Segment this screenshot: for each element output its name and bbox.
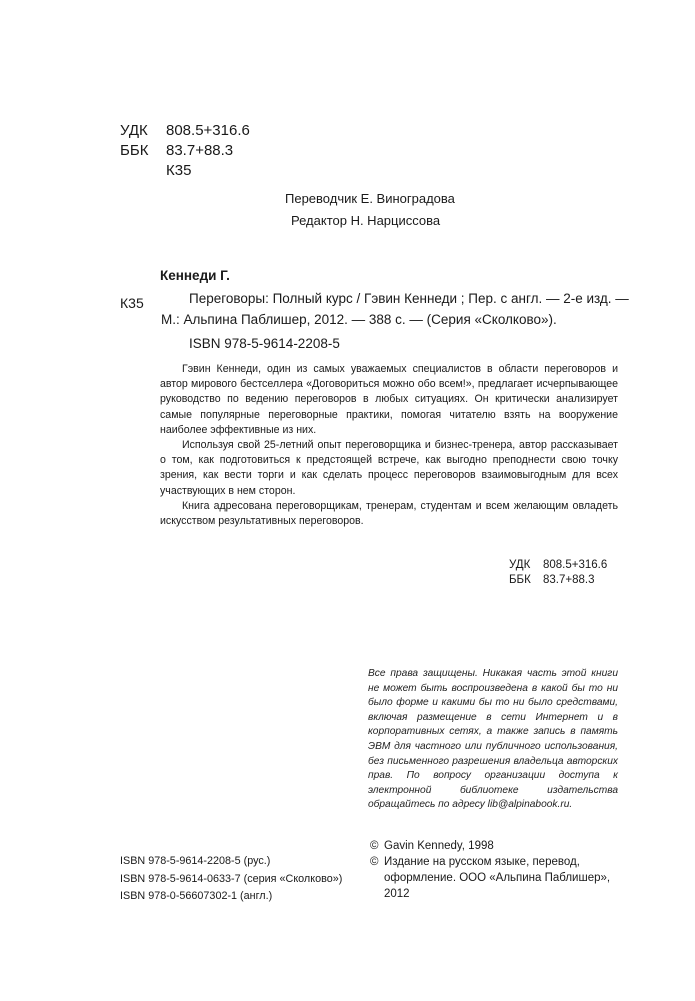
author-mark-top: К35 — [166, 162, 192, 179]
copyright-line — [370, 854, 620, 902]
isbn-item: ISBN 978-5-9614-2208-5 (рус.) — [120, 855, 271, 867]
udk-label: УДК — [509, 559, 531, 571]
annotation-paragraph: Книга адресована переговорщикам, тренерам, студентам и всем желающим овладеть искусством результативных переговоров. — [160, 499, 618, 528]
udk-value: 808.5+316.6 — [543, 559, 608, 571]
author-mark-biblio: К35 — [120, 295, 144, 311]
bottom-classification — [509, 558, 607, 588]
bbk-label: ББК — [509, 574, 531, 586]
annotation-paragraph: Гэвин Кеннеди, один из самых уважаемых специалистов в области переговоров и автор мирового бестселлера «Договориться можно обо всем!», предлагает исчерпывающее руководство по ведению переговоров в любых ситуациях. Он критически анализирует самые популярные переговорные практики, помогая читателю взять на вооружение наиболее эффективные из них. — [160, 363, 618, 436]
bbk-value: 83.7+88.3 — [166, 142, 234, 159]
translator-credit: Переводчик Е. Виноградова — [285, 191, 455, 206]
isbn-item: ISBN 978-0-56607302-1 (англ.) — [120, 890, 273, 902]
main-isbn: ISBN 978-5-9614-2208-5 — [189, 336, 340, 351]
copyright-symbol: © — [370, 840, 379, 852]
bbk-label: ББК — [120, 142, 149, 159]
author-name: Кеннеди Г. — [160, 268, 230, 283]
top-classification — [120, 121, 250, 181]
rights-notice: Все права защищены. Никакая часть этой книги не может быть воспроизведена в какой бы то ни было форме и какими бы то ни было средствами, включая размещение в сети Интернет и в корпоративных сетях, а также запись в память ЭВМ для частного или публичного использования, без письменного разрешения владельца авторских прав. По вопросу организации доступа к электронной библиотеке издательства обращайтесь по адресу lib@alpinabook.ru. — [368, 668, 618, 811]
copyright-text: Gavin Kennedy, 1998 — [384, 840, 494, 852]
bbk-row — [120, 141, 250, 161]
copyright-block — [370, 838, 620, 902]
biblio-line: Переговоры: Полный курс / Гэвин Кеннеди ; Пер. с англ. — 2-е изд. — — [189, 291, 629, 306]
biblio-line: М.: Альпина Паблишер, 2012. — 388 с. — (Серия «Сколково»). — [161, 312, 557, 327]
copyright-symbol: © — [370, 856, 379, 868]
bibliographic-description — [161, 288, 629, 330]
editor-credit: Редактор Н. Нарциссова — [291, 213, 441, 228]
bbk-row — [509, 573, 607, 588]
udk-row — [120, 121, 250, 141]
bbk-value: 83.7+88.3 — [543, 574, 595, 586]
annotation — [160, 362, 618, 529]
isbn-item: ISBN 978-5-9614-0633-7 (серия «Сколково») — [120, 872, 343, 885]
copyright-text: Издание на русском языке, перевод, оформление. ООО «Альпина Паблишер», 2012 — [384, 856, 611, 900]
isbn-list — [120, 853, 342, 906]
copyright-line — [370, 838, 620, 854]
udk-row — [509, 558, 607, 573]
annotation-paragraph: Используя свой 25-летний опыт переговорщика и бизнес-тренера, автор рассказывает о том, как подготовиться к предстоящей встрече, как выгодно преподнести свою точку зрения, как вести торги и как сделать процесс переговоров взаимовыгодным для всех участвующих в нем сторон. — [160, 439, 618, 497]
udk-value: 808.5+316.6 — [166, 122, 250, 139]
credits — [285, 188, 455, 232]
udk-label: УДК — [120, 122, 148, 139]
